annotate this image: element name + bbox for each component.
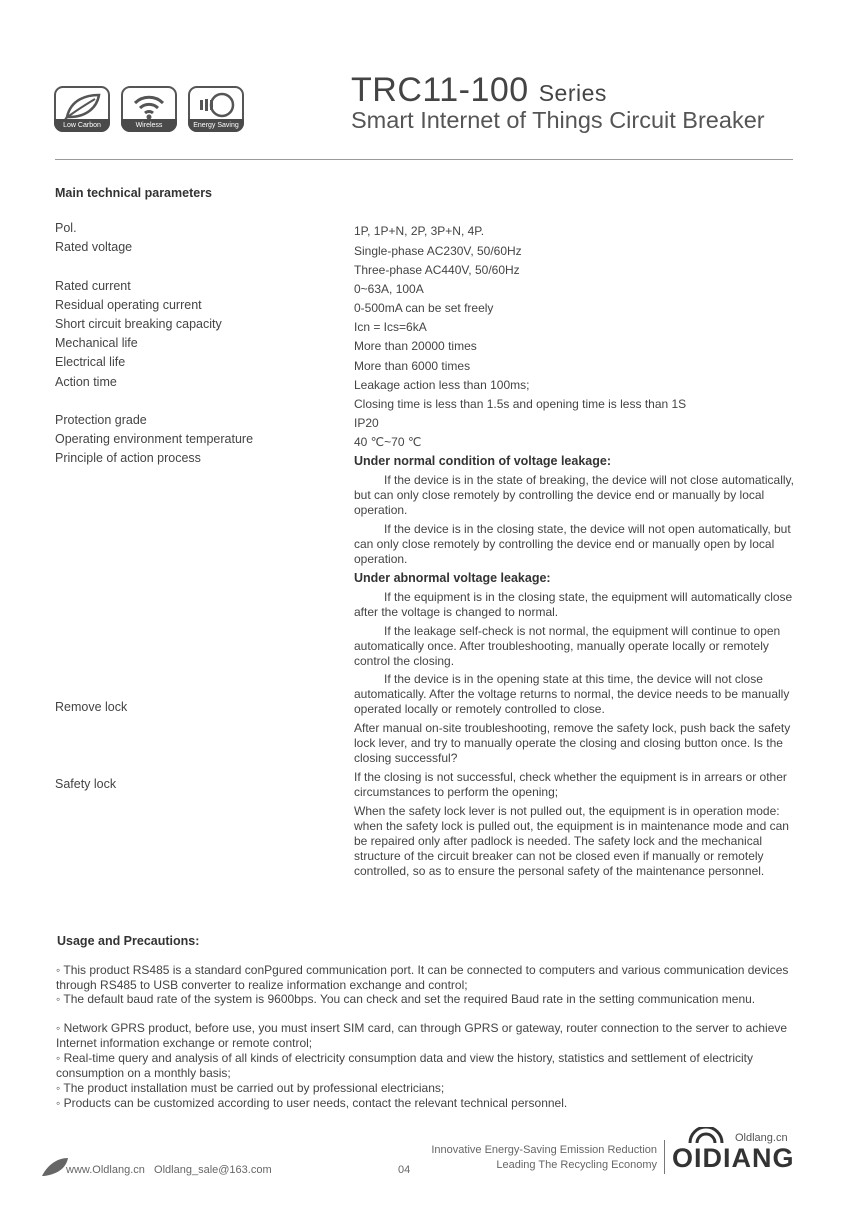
abnormal-condition-paragraph-3: If the device is in the opening state at this time, the device will not close automatically. After the voltage returns to normal, the device needs to be manually operated locally or remotely controlled to close. — [354, 672, 790, 716]
label-remove-lock: Remove lock — [55, 700, 128, 714]
badge-label: Energy Saving — [188, 119, 244, 132]
badge-low-carbon — [54, 86, 110, 132]
value-short-circuit: Icn = Ics=6kA — [354, 320, 427, 334]
usage-item: ◦ The default baud rate of the system is 9600bps. You can check and set the required Baud rate in the setting communication menu. — [56, 992, 756, 1006]
brand-site: Oldlang.cn — [735, 1132, 788, 1144]
safety-lock-text-2: When the safety lock lever is not pulled out, the equipment is in operation mode: when the safety lock is pulled out, the equipment is in maintenance mode and can be repaired only after padlock is needed. The safety lock and the mechanical structure of the circuit breaker can not be closed even if manually or remotely controlled, so as to ensure the personal safety of the maintenance personnel. — [354, 804, 789, 878]
footer-divider — [664, 1140, 665, 1174]
footer-website[interactable]: www.Oldlang.cn — [66, 1164, 145, 1176]
normal-condition-paragraph-1: If the device is in the state of breaking, the device will not close automatically, but can only close remotely by controlling the device end or manually by local operation. — [354, 473, 794, 517]
abnormal-condition-heading: Under abnormal voltage leakage: — [354, 571, 551, 585]
label-principle: Principle of action process — [55, 451, 201, 465]
usage-item: ◦ The product installation must be carried out by professional electricians; — [56, 1081, 445, 1095]
value-rated-current: 0~63A, 100A — [354, 282, 424, 296]
usage-item: ◦ Real-time query and analysis of all kinds of electricity consumption data and view the history, statistics and settlement of electricity consumption on a monthly basis; — [56, 1051, 754, 1080]
normal-condition-paragraph-2: If the device is in the closing state, the device will not open automatically, but can only close remotely by controlling the device end or manually open by local operation. — [354, 522, 791, 566]
label-electrical-life: Electrical life — [55, 355, 126, 369]
params-heading: Main technical parameters — [55, 186, 213, 200]
footer-email[interactable]: Oldlang_sale@163.com — [154, 1164, 272, 1176]
usage-item: ◦ Network GPRS product, before use, you must insert SIM card, can through GPRS or gateway, router connection to the server to achieve Internet information exchange or remote control; — [56, 1021, 788, 1050]
usage-item: ◦ Products can be customized according to user needs, contact the relevant technical personnel. — [56, 1096, 568, 1110]
usage-item: ◦ This product RS485 is a standard conPgured communication port. It can be connected to computers and various communication devices through RS485 to USB converter to realize information exchange and control; — [56, 963, 789, 992]
usage-heading: Usage and Precautions: — [57, 934, 200, 948]
label-pol: Pol. — [55, 221, 77, 235]
label-action-time: Action time — [55, 375, 117, 389]
value-action-leakage: Leakage action less than 100ms; — [354, 378, 530, 392]
label-residual-current: Residual operating current — [55, 298, 202, 312]
abnormal-condition-paragraph-2: If the leakage self-check is not normal, the equipment will continue to open automatically once. After troubleshooting, manually operate locally or remotely control the closing. — [354, 624, 781, 668]
slogan-line-1: Innovative Energy-Saving Emission Reduction — [431, 1144, 657, 1156]
series-label: Series — [538, 80, 607, 106]
value-electrical-life: More than 6000 times — [354, 359, 471, 373]
label-rated-current: Rated current — [55, 279, 131, 293]
label-environment-temperature: Operating environment temperature — [55, 432, 254, 446]
badge-energy-saving — [188, 86, 244, 132]
label-rated-voltage: Rated voltage — [55, 240, 133, 254]
value-mechanical-life: More than 20000 times — [354, 339, 477, 353]
value-voltage-three: Three-phase AC440V, 50/60Hz — [354, 263, 520, 277]
slogan-line-2: Leading The Recycling Economy — [496, 1159, 657, 1171]
label-mechanical-life: Mechanical life — [55, 336, 138, 350]
product-subtitle: Smart Internet of Things Circuit Breaker — [351, 107, 765, 133]
header-divider — [55, 159, 793, 160]
footer-contact — [66, 1164, 272, 1176]
badge-wireless — [121, 86, 177, 132]
badge-label: Wireless — [121, 119, 177, 132]
bulb-icon — [194, 91, 238, 121]
value-voltage-single: Single-phase AC230V, 50/60Hz — [354, 244, 522, 258]
label-protection-grade: Protection grade — [55, 413, 147, 427]
value-protection-grade: IP20 — [354, 416, 379, 430]
page-number: 04 — [398, 1164, 411, 1176]
wifi-icon — [131, 91, 167, 121]
abnormal-condition-paragraph-1: If the equipment is in the closing state, the equipment will automatically close after the voltage is changed to normal. — [354, 590, 793, 619]
value-pol: 1P, 1P+N, 2P, 3P+N, 4P. — [354, 224, 485, 238]
normal-condition-heading: Under normal condition of voltage leakage: — [354, 454, 611, 468]
value-action-closing: Closing time is less than 1.5s and opening time is less than 1S — [354, 397, 687, 411]
footer-slogan — [431, 1143, 657, 1173]
brand-logo: OIDIANG — [672, 1143, 795, 1173]
remove-lock-text: After manual on-site troubleshooting, remove the safety lock, push back the safety lock lever, and try to manually operate the closing and closing button once. Is the closing successful? — [354, 721, 791, 765]
label-short-circuit: Short circuit breaking capacity — [55, 317, 222, 331]
value-residual-current: 0-500mA can be set freely — [354, 301, 494, 315]
value-temperature: 40 ℃~70 ℃ — [354, 435, 422, 449]
label-safety-lock: Safety lock — [55, 777, 117, 791]
leaf-icon — [61, 91, 103, 121]
safety-lock-text-1: If the closing is not successful, check whether the equipment is in arrears or other circumstances to perform the opening; — [354, 770, 787, 799]
badge-label: Low Carbon — [54, 119, 110, 132]
model-number: TRC11-100 — [351, 71, 529, 109]
